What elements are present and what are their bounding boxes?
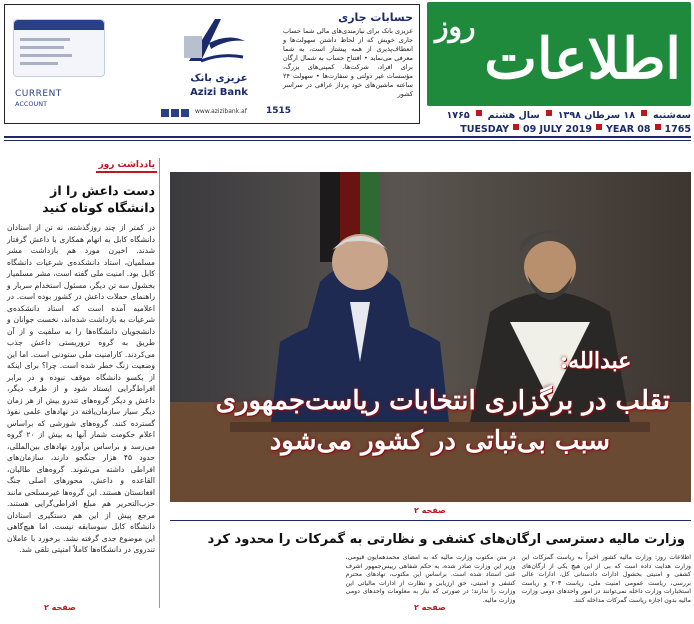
header-divider	[4, 136, 691, 138]
story-divider	[170, 520, 691, 521]
social-icons	[161, 109, 189, 117]
linkedin-icon	[171, 109, 179, 117]
secondary-col-1: اطلاعات روز: وزارت مالیه کشور اخیراً به ریاست گمرکات این وزارت هدایت داده است که بی از این هیچ یکی از ارگان‌های کشفی و امنیتی بخشول ادارات دادستانی کل، ادارات عالی بررسی، ریاست عمومی امنیت ملی، ریاست ۲۰۳ و ریاست استخبارات وزارت داخله نمی‌توانند در امور واحدهای دومی وزارت مالیه بدون اجازه ریاست گمرکات مداخله کنند.	[521, 554, 691, 604]
issue-en: 1765	[664, 124, 691, 135]
issue-fa: ۱۷۶۵	[446, 110, 470, 121]
ad-bank-name-fa: عزیزی بانک	[190, 73, 248, 84]
ad-body: عزیزی بانک برای نیازمندی‌های مالی شما حساب جاری خویش که از لحاظ داشتن سهولت‌ها و انعطاف‌پذیری از همه پیشتاز است، به شما معرفی می‌نماید • افتتاح حساب به شمال ارگان برای افراد، شرکت‌ها، کمپنی‌های بزرگ، مؤسسات غیر دولتی و سفارت‌ها • سهولت ۲۴ ساعته ماشین‌های خود پرداز عراقی در سراسر کشور	[283, 27, 413, 98]
dateline-en	[427, 124, 691, 135]
secondary-headline: وزارت مالیه دسترسی ارگان‌های کشفی و نظارتی به گمرکات را محدود کرد	[207, 532, 685, 547]
date-fa: ۱۸ سرطان ۱۳۹۸	[557, 110, 636, 121]
bank-card-illustration	[13, 19, 105, 77]
secondary-page-ref: صفحه ۲	[410, 603, 450, 612]
logo-title: اطلاعات	[484, 26, 681, 92]
logo-subtitle: روز	[435, 10, 476, 43]
newspaper-logo	[427, 2, 691, 106]
ad-bank-brand	[155, 13, 291, 121]
column-tag: یادداشت روز	[96, 160, 157, 173]
ad-bank-name-en: Azizi Bank	[190, 87, 248, 98]
column-body: در کمتر از چند روزگذشته، نه تن از استادان دانشگاه کابل به اتهام همکاری با داعش گرفتار شدند. اخیرن مورد هم بازداشت مشر مسلمیان، استاد دانشکده‌ی شرعیات دانشگاه کابل بود. امنیت ملی گفته است، مشر مسلمیار بخشول سه تن دیگر، مسئول استخدام سربار و راهنمای حملات داعش در کشور بوده است. در اعلامیه آمده است که استاد دانشکده‌ی شرعیات به بازداشت شده‌اند، نخست جوانان و دانشجویان دانشگاه‌ها را به سلفیت و از آن طریق به گروه تروریستی داعش جذب می‌کردند. کارامنیت ملی ستودنی است. اما این وضعیت زنگ خطر شده است. چرا؟ برای اینکه از یکسو دانشگاه موقف نبوده و در برابر افراط‌گرایی ایستاد شود و از طرف دیگر، داعش و دیگر گروه‌های تندرو بیش از هر زمان دیگر سیار سازمان‌یافته در نهادهای علمی نفوذ گسترده کنند. گروه‌های شورشی که براساس اعلام حکومت شمار آنها به بیش از ۲۰ گروه می‌رسد و براساس برآورد نهادهای بین‌المللی، حدود ۴۵ هزار جنگجو دارند، سازمان‌های افراطی داشته می‌شوند. گروه‌های طالبان، القاعده و داعش، محورهای اصلی جنگ افغانستان هستند. این گروه‌ها غیرمسلحی مانند حزب‌التحریر هم مبلغ افراطی‌گرایی هستند. مرجع پیش از این هم دستگیری استادان دانشگاه کابل سوسابقه نیست. اما هیچ‌گاهی این موضوع جدی گرفته نشد. برخورد با عاملان تندروی در دانشگاه‌ها کاملاً امنیتی تلقی شد.	[7, 223, 155, 554]
ad-phone: 1515	[265, 106, 291, 116]
dateline	[427, 110, 691, 135]
year-en: YEAR 08	[605, 124, 651, 135]
ad-url: www.azizibank.af	[195, 108, 247, 115]
column-divider	[159, 158, 160, 608]
secondary-story-columns	[170, 554, 691, 604]
card-photo-icon	[184, 36, 202, 58]
year-fa: سال هشتم	[487, 110, 540, 121]
main-headline-line1: تقلب در برگزاری انتخابات ریاست‌جمهوری	[215, 386, 670, 416]
ad-current-label: CURRENT	[15, 89, 62, 99]
secondary-story	[170, 530, 691, 610]
dateline-fa	[427, 110, 691, 121]
header-divider-thin	[4, 140, 691, 141]
weekday-en: TUESDAY	[460, 124, 509, 135]
editorial-column	[4, 160, 157, 620]
facebook-icon	[161, 109, 169, 117]
ad-title: حسابات جاری	[338, 11, 413, 24]
secondary-col-3	[170, 554, 340, 600]
bank-advertisement	[4, 4, 420, 124]
main-story-page-ref: صفحه ۲	[410, 506, 450, 515]
column-page-ref: صفحه ۲	[40, 603, 80, 612]
main-story-kicker: عبدالله:	[560, 348, 632, 374]
main-headline-line2: سبب بی‌ثباتی در کشور می‌شود	[269, 426, 610, 456]
date-en: 09 JULY 2019	[522, 124, 592, 135]
secondary-col-2: در متن مکتوب وزارت مالیه که به امضای محمدهمایون قیومی، وزیر این وزارت صادر شده، به حکم شفاهی رییس‌جمهور اشرف غنی استناد شده است. براساس این مکتوب، نهادهای محترم کشفی و امنیتی، حق ارزیابی و نظارت از ادارات مالیاتی این وزارت را ندارند؛ در صورتی که نیاز به معلومات واحدهای دومی وزارت مالیه.	[345, 554, 516, 604]
newspaper-masthead	[427, 2, 691, 106]
weekday-fa: سه‌شنبه	[653, 110, 691, 121]
ad-account-label: ACCOUNT	[15, 100, 48, 108]
twitter-icon	[181, 109, 189, 117]
ad-text-block	[283, 11, 413, 119]
column-headline: دست داعش را از دانشگاه کوتاه کنید	[42, 183, 155, 215]
